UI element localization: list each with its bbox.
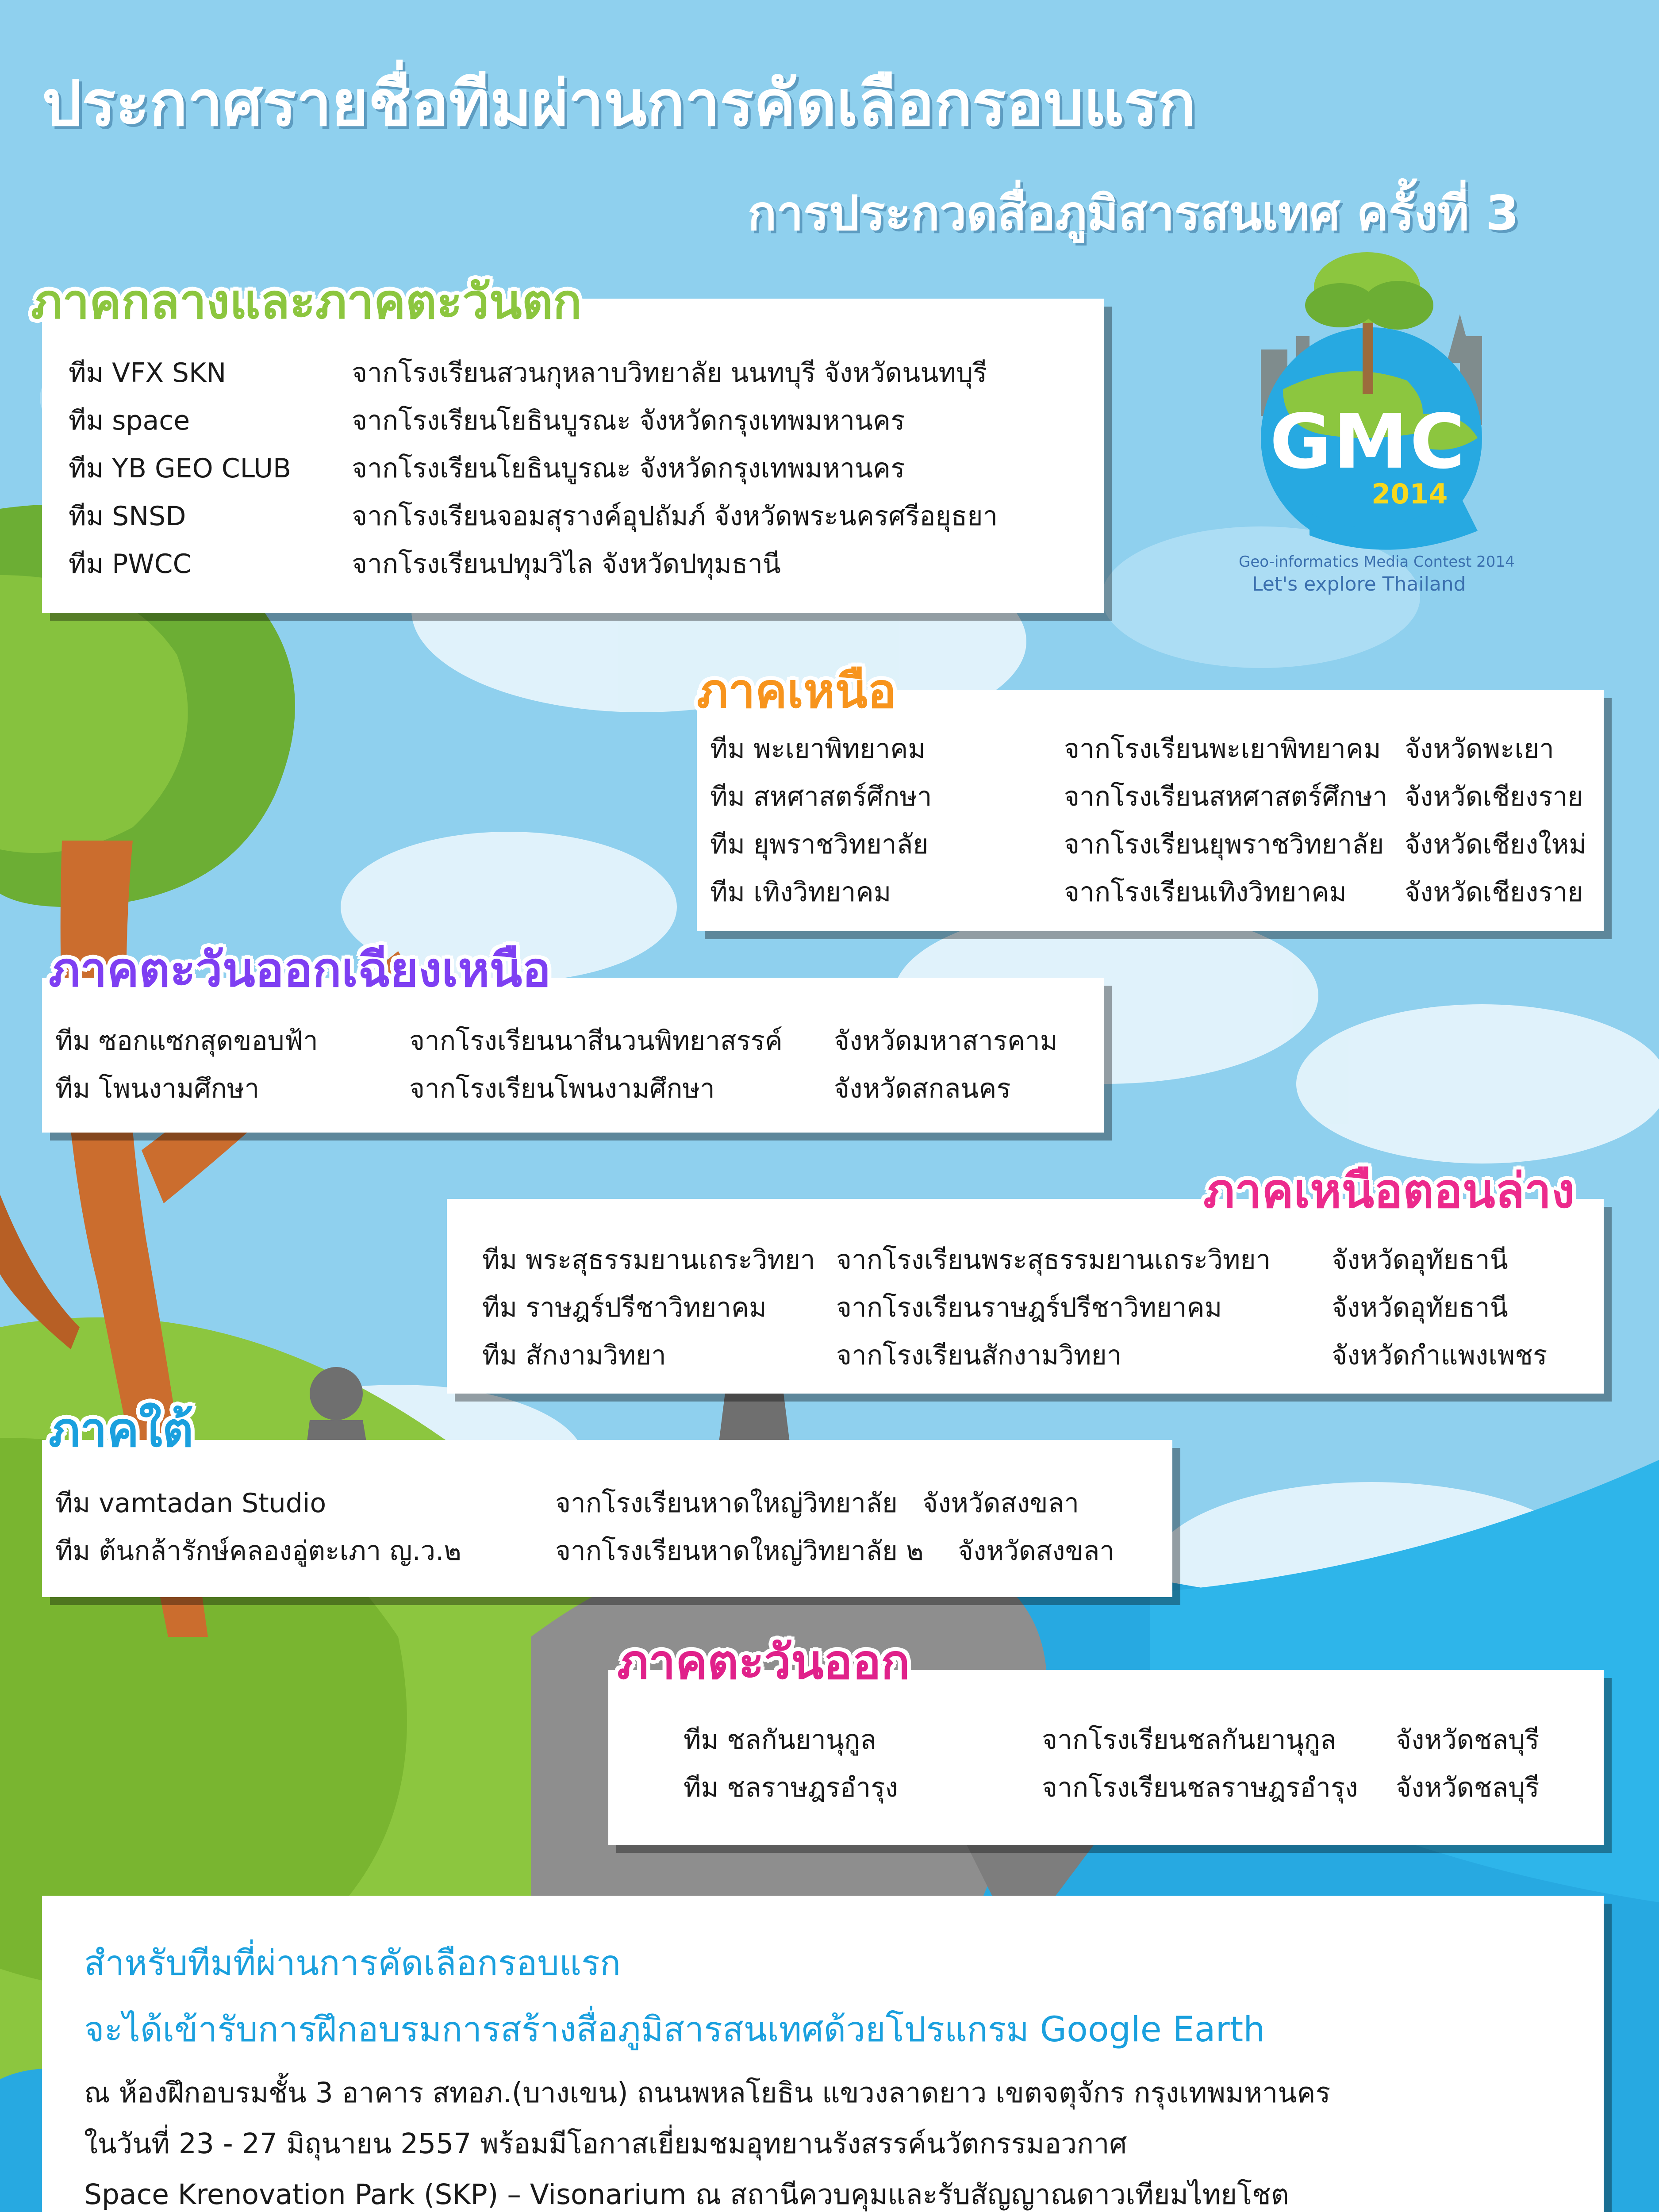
province-name: จังหวัดสงขลา [958, 1536, 1115, 1567]
team-name: ทีม ชลกันยานุกูล [684, 1724, 876, 1755]
province-name: จังหวัดพะเยา [1405, 733, 1554, 764]
region-heading-northeast: ภาคตะวันออกเฉียงเหนือ [49, 942, 551, 998]
logo-year: 2014 [1371, 478, 1448, 510]
school-name: จากโรงเรียนพระสุธรรมยานเถระวิทยา [836, 1244, 1271, 1275]
table-row [42, 1482, 1172, 1526]
region-heading-east: ภาคตะวันออก [617, 1635, 910, 1690]
school-name: จากโรงเรียนยุพราชวิทยาลัย [1064, 829, 1384, 860]
region-heading-lower-north: ภาคเหนือตอนล่าง [1203, 1164, 1575, 1219]
table-row [447, 1239, 1604, 1283]
page-subtitle: การประกวดสื่อภูมิสารสนเทศ ครั้งที่ 3 [748, 186, 1519, 241]
region-heading-north: ภาคเหนือ [697, 664, 896, 719]
team-name: ทีม PWCC [69, 549, 192, 580]
team-name: ทีม SNSD [69, 501, 186, 532]
table-row [447, 1334, 1604, 1379]
info-line: Space Krenovation Park (SKP) – Visonarium ณ สถานีควบคุมและรับสัญญาณดาวเทียมไทยโชต [84, 2178, 1289, 2211]
info-heading: สำหรับทีมที่ผ่านการคัดเลือกรอบแรก [84, 1943, 621, 1983]
team-name: ทีม VFX SKN [69, 357, 227, 388]
logo-caption: Geo-informatics Media Contest 2014 [1239, 553, 1515, 571]
logo-tagline: Let's explore Thailand [1252, 573, 1466, 595]
table-row [42, 543, 1104, 587]
province-name: จังหวัดอุทัยธานี [1332, 1292, 1508, 1323]
table-row [42, 352, 1104, 396]
province-name: จังหวัดเชียงราย [1405, 781, 1583, 812]
info-line: ในวันที่ 23 - 27 มิถุนายน 2557 พร้อมมีโอกาสเยี่ยมชมอุทยานรังสรรค์นวัตกรรมอวกาศ [84, 2128, 1127, 2160]
table-row [42, 1020, 1104, 1064]
logo-text: GMC [1270, 398, 1467, 486]
table-row [697, 871, 1604, 915]
team-name: ทีม สักงามวิทยา [482, 1340, 666, 1371]
school-name: จากโรงเรียนเทิงวิทยาคม [1064, 877, 1347, 908]
team-name: ทีม ยุพราชวิทยาลัย [710, 829, 929, 860]
region-heading-south: ภาคใต้ [49, 1402, 193, 1458]
school-name: จากโรงเรียนหาดใหญ่วิทยาลัย [555, 1488, 898, 1519]
school-name: จากโรงเรียนชลกันยานุกูล [1042, 1724, 1336, 1755]
table-row [42, 399, 1104, 444]
table-row [42, 1068, 1104, 1112]
province-name: จังหวัดเชียงราย [1405, 877, 1583, 908]
team-name: ทีม สหศาสตร์ศึกษา [710, 781, 932, 812]
province-name: จังหวัดสกลนคร [834, 1073, 1011, 1104]
team-name: ทีม ราษฎร์ปรีชาวิทยาคม [482, 1292, 767, 1323]
region-heading-central-west: ภาคกลางและภาคตะวันตก [31, 274, 582, 330]
table-row [42, 1530, 1172, 1574]
section-south-box [42, 1440, 1172, 1597]
school-name: จากโรงเรียนพะเยาพิทยาคม [1064, 733, 1381, 764]
page-title: ประกาศรายชื่อทีมผ่านการคัดเลือกรอบแรก [42, 67, 1196, 140]
school-name: จากโรงเรียนราษฎร์ปรีชาวิทยาคม [836, 1292, 1222, 1323]
province-name: จังหวัดเชียงใหม่ [1405, 829, 1586, 860]
team-name: ทีม YB GEO CLUB [69, 453, 292, 484]
province-name: จังหวัดชลบุรี [1396, 1772, 1540, 1803]
province-name: จังหวัดอุทัยธานี [1332, 1244, 1508, 1275]
info-panel [42, 1896, 1604, 2212]
team-name: ทีม vamtadan Studio [55, 1488, 326, 1519]
team-name: ทีม space [69, 405, 190, 436]
school-name: จากโรงเรียนนาสีนวนพิทยาสรรค์ [409, 1025, 783, 1056]
gmc-logo [1230, 248, 1517, 611]
school-name: จากโรงเรียนหาดใหญ่วิทยาลัย ๒ [555, 1536, 924, 1567]
school-name: จากโรงเรียนปทุมวิไล จังหวัดปทุมธานี [352, 549, 781, 580]
team-name: ทีม เทิงวิทยาคม [710, 877, 891, 908]
section-central-west-box [42, 299, 1104, 613]
school-name: จากโรงเรียนชลราษฎรอำรุง [1042, 1772, 1358, 1803]
school-name: จากโรงเรียนสหศาสตร์ศึกษา [1064, 781, 1388, 812]
table-row [697, 728, 1604, 772]
province-name: จังหวัดชลบุรี [1396, 1724, 1540, 1755]
school-name: จากโรงเรียนโยธินบูรณะ จังหวัดกรุงเทพมหานคร [352, 405, 905, 436]
table-row [697, 823, 1604, 868]
school-name: จากโรงเรียนจอมสุรางค์อุปถัมภ์ จังหวัดพระนครศรีอยุธยา [352, 501, 998, 532]
province-name: จังหวัดมหาสารคาม [834, 1025, 1058, 1056]
table-row [42, 495, 1104, 539]
province-name: จังหวัดกำแพงเพชร [1332, 1340, 1548, 1371]
team-name: ทีม ต้นกล้ารักษ์คลองอู่ตะเภา ญ.ว.๒ [55, 1536, 461, 1567]
school-name: จากโรงเรียนสักงามวิทยา [836, 1340, 1122, 1371]
table-row [608, 1767, 1604, 1811]
team-name: ทีม พะเยาพิทยาคม [710, 733, 926, 764]
province-name: จังหวัดสงขลา [922, 1488, 1079, 1519]
school-name: จากโรงเรียนสวนกุหลาบวิทยาลัย นนทบุรี จังหวัดนนทบุรี [352, 357, 987, 388]
info-line: ณ ห้องฝึกอบรมชั้น 3 อาคาร สทอภ.(บางเขน) ถนนพหลโยธิน แขวงลาดยาว เขตจตุจักร กรุงเทพมหานคร [84, 2077, 1331, 2109]
table-row [42, 447, 1104, 492]
school-name: จากโรงเรียนโพนงามศึกษา [409, 1073, 715, 1104]
team-name: ทีม ซอกแซกสุดขอบฟ้า [55, 1025, 318, 1056]
table-row [697, 776, 1604, 820]
team-name: ทีม พระสุธรรมยานเถระวิทยา [482, 1244, 815, 1275]
info-subheading: จะได้เข้ารับการฝึกอบรมการสร้างสื่อภูมิสารสนเทศด้วยโปรแกรม Google Earth [84, 2010, 1265, 2050]
team-name: ทีม ชลราษฎรอำรุง [684, 1772, 898, 1803]
school-name: จากโรงเรียนโยธินบูรณะ จังหวัดกรุงเทพมหานคร [352, 453, 905, 484]
table-row [447, 1286, 1604, 1331]
team-name: ทีม โพนงามศึกษา [55, 1073, 260, 1104]
table-row [608, 1719, 1604, 1763]
